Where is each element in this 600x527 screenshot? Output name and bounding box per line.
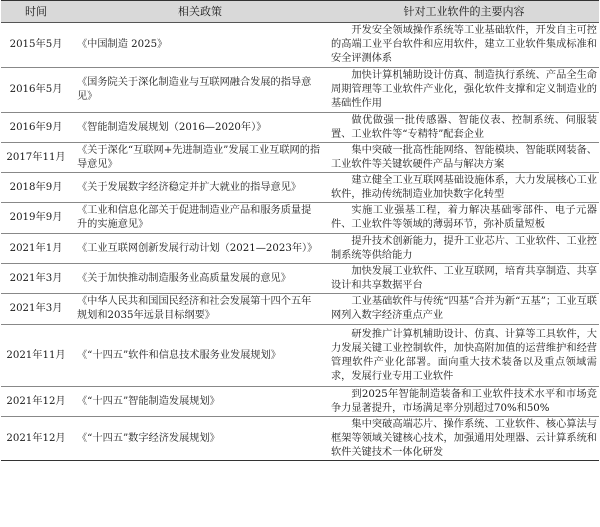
cell-policy: 《关于深化“互联网+先进制造业”发展工业互联网的指导意见》 [71,143,329,173]
cell-time: 2017年11月 [1,143,71,173]
cell-content: 提升技术创新能力，提升工业芯片、工业软件、工业控制系统等供给能力 [329,234,599,264]
cell-policy: 《中国制造 2025》 [71,23,329,68]
table-row [1,417,599,461]
cell-policy: 《“十四五”软件和信息技术服务业发展规划》 [71,325,329,387]
cell-time: 2021年11月 [1,325,71,387]
cell-content: 做优做强一批传感器、智能仪表、控制系统、伺服装置、工业软件等“专精特”配套企业 [329,113,599,143]
table-row [1,113,599,143]
table-row [1,264,599,294]
cell-policy: 《“十四五”智能制造发展规划》 [71,387,329,417]
table-row [1,173,599,203]
table-row [1,234,599,264]
policy-table [1,0,599,461]
table-row [1,294,599,325]
cell-content: 开发安全领域操作系统等工业基础软件，开发自主可控的高端工业平台软件和应用软件，建立工业软件集成标准和安全评测体系 [329,23,599,68]
cell-time: 2016年5月 [1,68,71,113]
cell-policy: 《国务院关于深化制造业与互联网融合发展的指导意见》 [71,68,329,113]
cell-policy: 《智能制造发展规划（2016—2020年）》 [71,113,329,143]
cell-policy: 《工业互联网创新发展行动计划（2021—2023年）》 [71,234,329,264]
cell-content: 建立健全工业互联网基础设施体系，大力发展核心工业软件，推动传统制造业加快数字化转型 [329,173,599,203]
cell-policy: 《工业和信息化部关于促进制造业产品和服务质量提升的实施意见》 [71,203,329,234]
table-row [1,325,599,387]
table-header [1,1,599,23]
cell-time: 2021年1月 [1,234,71,264]
cell-time: 2021年12月 [1,387,71,417]
cell-content: 研发推广计算机辅助设计、仿真、计算等工具软件，大力发展关键工业控制软件，加快高附加值的运营维护和经营管理软件产业化部署。面向重大技术装备以及重点领域需求，发展行业专用工业软件 [329,325,599,387]
cell-policy: 《关于发展数字经济稳定并扩大就业的指导意见》 [71,173,329,203]
table-row [1,387,599,417]
header-time: 时间 [1,1,71,23]
table-row [1,23,599,68]
cell-content: 集中突破高端芯片、操作系统、工业软件、核心算法与框架等领域关键核心技术，加强通用处理器、云计算系统和软件关键技术一体化研发 [329,417,599,461]
cell-time: 2021年3月 [1,294,71,325]
cell-content: 集中突破一批高性能网络、智能模块、智能联网装备、工业软件等关键软硬件产品与解决方案 [329,143,599,173]
table-row [1,68,599,113]
cell-policy: 《关于加快推动制造服务业高质量发展的意见》 [71,264,329,294]
cell-time: 2016年9月 [1,113,71,143]
cell-content: 加快计算机辅助设计仿真、制造执行系统、产品全生命周期管理等工业软件产业化，强化软件支撑和定义制造业的基础性作用 [329,68,599,113]
table-body [1,23,599,461]
cell-policy: 《“十四五”数字经济发展规划》 [71,417,329,461]
cell-time: 2021年3月 [1,264,71,294]
cell-time: 2015年5月 [1,23,71,68]
cell-content: 工业基础软件与传统“四基”合并为新“五基”；工业互联网列入数字经济重点产业 [329,294,599,325]
cell-content: 加快发展工业软件、工业互联网，培育共享制造、共享设计和共享数据平台 [329,264,599,294]
header-content: 针对工业软件的主要内容 [329,1,599,23]
table-row [1,203,599,234]
cell-time: 2019年9月 [1,203,71,234]
cell-policy: 《中华人民共和国国民经济和社会发展第十四个五年规划和2035年远景目标纲要》 [71,294,329,325]
cell-time: 2018年9月 [1,173,71,203]
cell-content: 到2025年智能制造装备和工业软件技术水平和市场竞争力显著提升，市场满足率分别超过70%和50% [329,387,599,417]
cell-content: 实施工业强基工程，着力解决基础零部件、电子元器件、工业软件等领域的薄弱环节，弥补质量短板 [329,203,599,234]
header-policy: 相关政策 [71,1,329,23]
cell-time: 2021年12月 [1,417,71,461]
header-row [1,1,599,23]
table-row [1,143,599,173]
